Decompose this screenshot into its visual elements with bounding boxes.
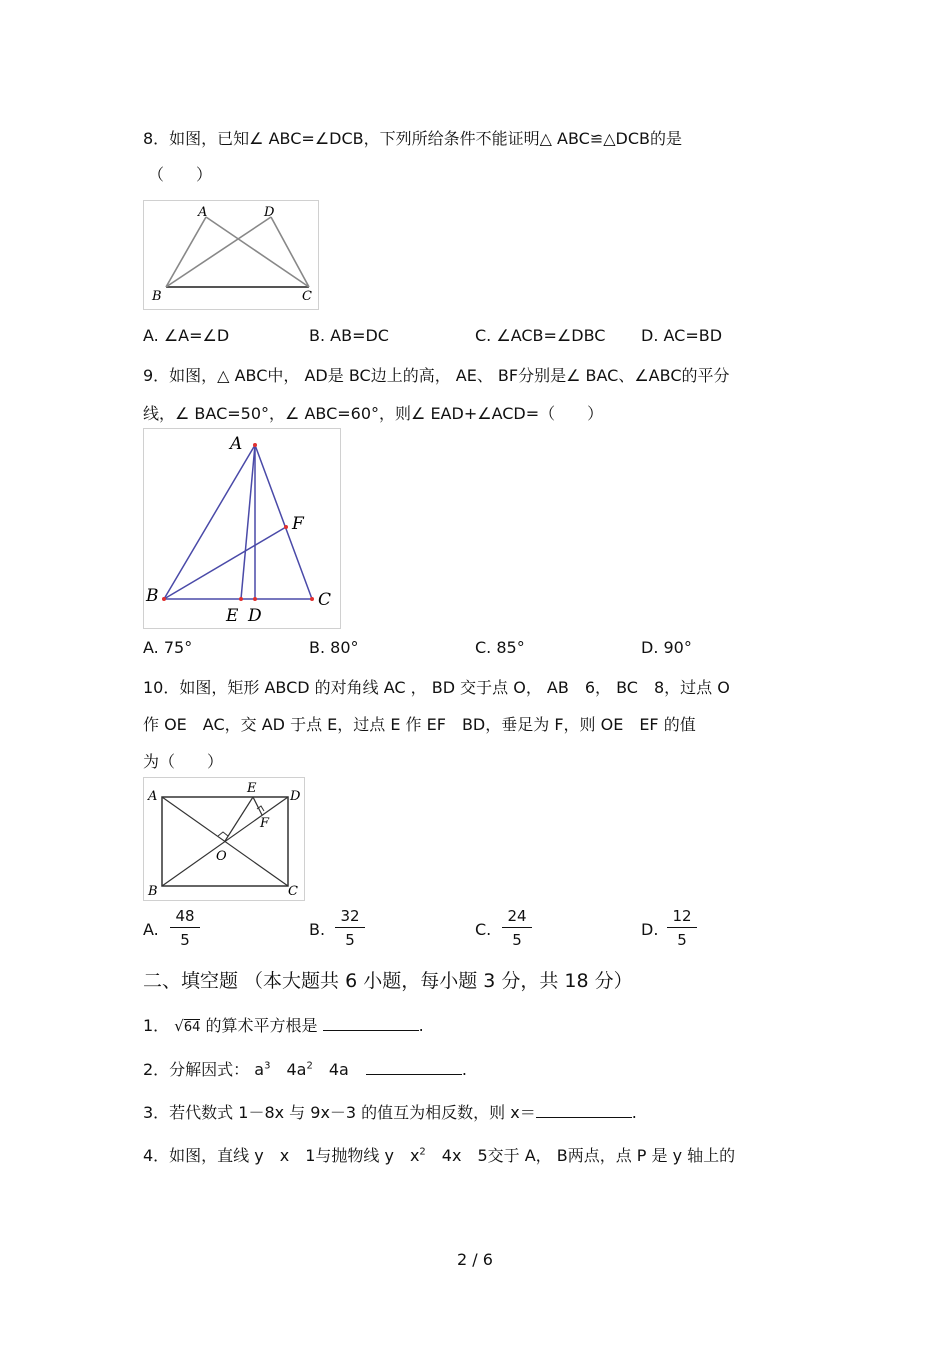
fill-q2 <box>143 1057 467 1080</box>
q9-label-D: D <box>248 606 262 626</box>
q10-option-d-letter: D. <box>641 920 659 939</box>
fill-q2-blank <box>366 1060 462 1075</box>
q8-option-c: C. ∠ACB=∠DBC <box>475 326 606 345</box>
fill-q2-text: 2．分解因式： a <box>143 1060 265 1079</box>
q8-option-d: D. AC=BD <box>641 326 723 345</box>
fill-q3-end: . <box>631 1103 637 1122</box>
fill-q2-tail: 4a <box>312 1060 349 1079</box>
q10-option-a-letter: A. <box>143 920 159 939</box>
fill-q3-blank <box>536 1103 632 1118</box>
q9-label-A: A <box>230 434 243 454</box>
fraction-denominator: 5 <box>677 931 687 949</box>
q8-option-b: B. AB=DC <box>309 326 389 345</box>
q10-label-D: D <box>290 789 301 804</box>
fill-q2-exp2: 2 <box>306 1060 313 1072</box>
q8-label-B: B <box>152 289 162 304</box>
fraction-numerator: 24 <box>502 907 532 928</box>
q10-option-c-fraction <box>502 907 532 949</box>
sqrt-radicand: 64 <box>183 1020 201 1035</box>
fill-q4-text1: 4．如图，直线 y x 1与抛物线 y x <box>143 1146 420 1165</box>
fraction-denominator: 5 <box>345 931 355 949</box>
fill-q4-exp: 2 <box>419 1146 426 1158</box>
fill-q1-end: . <box>418 1016 424 1035</box>
fill-q1-number: 1． <box>143 1016 170 1035</box>
q10-stem-line2: 作 OE AC，交 AD 于点 E，过点 E 作 EF BD，垂足为 F，则 OE EF 的值 <box>143 715 696 734</box>
fraction-numerator: 32 <box>335 907 365 928</box>
fraction-denominator: 5 <box>512 931 522 949</box>
q9-label-E: E <box>226 606 239 626</box>
fill-q1-blank <box>323 1016 419 1031</box>
q10-label-C: C <box>288 884 298 899</box>
q9-option-c: C. 85° <box>475 638 525 657</box>
q9-label-F: F <box>292 514 304 534</box>
fraction-numerator: 48 <box>170 907 200 928</box>
sqrt-symbol: √64 <box>174 1017 201 1035</box>
page-number: 2 / 6 <box>457 1250 493 1269</box>
q10-option-a-fraction <box>170 907 200 949</box>
fraction-denominator: 5 <box>180 931 190 949</box>
section-title: 二、填空题 （本大题共 6 小题，每小题 3 分，共 18 分） <box>143 970 633 992</box>
q9-stem-line2: 线，∠ BAC=50°，∠ ABC=60°，则∠ EAD+∠ACD=（ ） <box>143 404 604 423</box>
q9-label-C: C <box>318 590 332 610</box>
q10-label-A: A <box>148 789 158 804</box>
q9-label-B: B <box>146 586 159 606</box>
q10-label-B: B <box>148 884 158 899</box>
fill-q2-exp1: 3 <box>264 1060 271 1072</box>
fill-q3 <box>143 1100 637 1123</box>
fill-q3-text: 3．若代数式 1－8x 与 9x－3 的值互为相反数，则 x＝ <box>143 1103 536 1122</box>
q10-figure <box>143 777 305 901</box>
fill-q2-end: . <box>461 1060 468 1079</box>
q9-stem-line1: 9．如图，△ ABC中， AD是 BC边上的高， AE、 BF分别是∠ BAC、∠ABC的平分 <box>143 366 730 385</box>
q8-stem-line1: 8．如图，已知∠ ABC=∠DCB，下列所给条件不能证明△ ABC≌△DCB的是 <box>143 129 683 148</box>
q10-label-O: O <box>216 849 227 864</box>
fill-q2-mid: 4a <box>270 1060 307 1079</box>
q10-label-F: F <box>260 816 270 831</box>
q10-stem-line1: 10．如图，矩形 ABCD 的对角线 AC ， BD 交于点 O， AB 6， BC 8，过点 O <box>143 678 730 697</box>
fill-q1 <box>143 1013 424 1036</box>
q8-figure <box>143 200 319 310</box>
fill-q1-text: 的算术平方根是 <box>205 1016 318 1035</box>
fraction-numerator: 12 <box>667 907 697 928</box>
q9-option-b: B. 80° <box>309 638 359 657</box>
q9-option-d: D. 90° <box>641 638 692 657</box>
q9-figure <box>143 428 341 629</box>
q10-option-b-fraction <box>335 907 365 949</box>
fill-q4 <box>143 1143 735 1166</box>
q10-label-E: E <box>247 781 257 796</box>
q8-stem-line2: （ ） <box>148 165 213 184</box>
q10-option-c-letter: C. <box>475 920 492 939</box>
q10-option-d-fraction <box>667 907 697 949</box>
q10-option-b-letter: B. <box>309 920 326 939</box>
q8-option-a: A. ∠A=∠D <box>143 326 230 345</box>
q8-label-A: A <box>198 205 208 220</box>
q8-label-C: C <box>302 289 312 304</box>
q8-label-D: D <box>264 205 275 220</box>
q9-option-a: A. 75° <box>143 638 193 657</box>
q10-stem-line3: 为（ ） <box>143 752 224 771</box>
fill-q4-text2: 4x 5交于 A， B两点，点 P 是 y 轴上的 <box>425 1146 736 1165</box>
